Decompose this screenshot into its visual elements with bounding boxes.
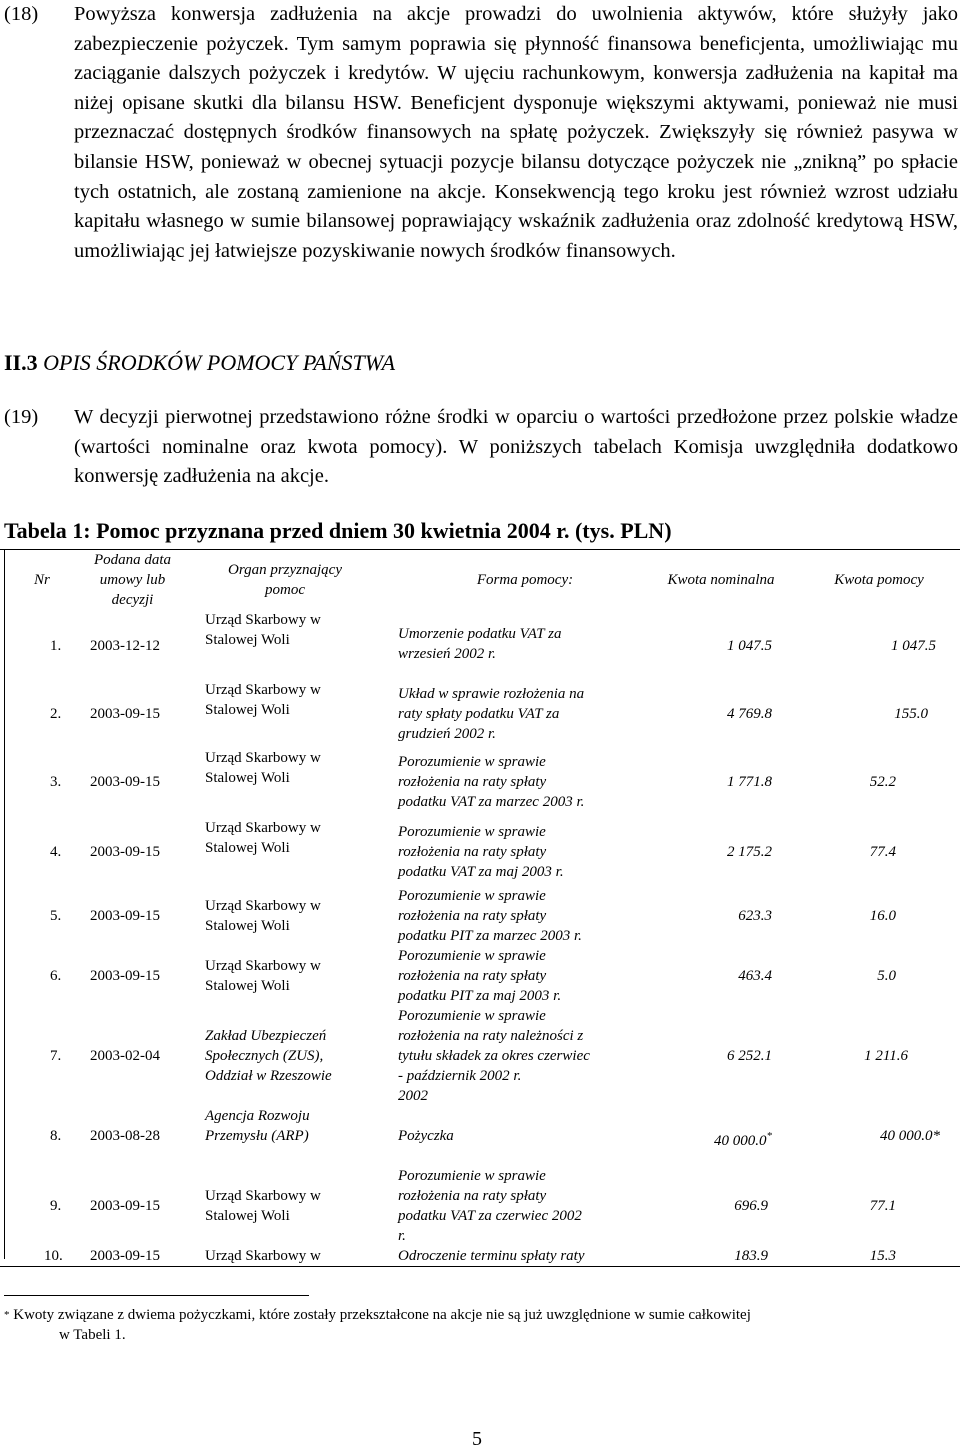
header-organ-2: pomoc — [265, 582, 305, 598]
row-organ-2: Stalowej Woli — [205, 978, 290, 994]
row-aid: 1 211.6 — [864, 1048, 908, 1064]
row-form-4: - październik 2002 r. — [398, 1068, 522, 1084]
header-nominal: Kwota nominalna — [667, 572, 775, 588]
row-organ-1: Urząd Skarbowy w — [205, 1248, 321, 1264]
row-date: 2003-09-15 — [90, 908, 160, 924]
row-aid: 77.1 — [869, 1198, 896, 1214]
row-nominal: 623.3 — [738, 908, 772, 924]
row-nr: 1. — [50, 638, 62, 654]
row-form-2: wrzesień 2002 r. — [398, 646, 496, 662]
row-form-1: Porozumienie w sprawie — [398, 948, 546, 964]
table-left-border — [4, 549, 5, 1259]
row-organ-1: Zakład Ubezpieczeń — [205, 1028, 327, 1044]
footnote-marker: * — [4, 1309, 10, 1321]
page-number: 5 — [472, 1428, 482, 1450]
section-number: II.3 — [4, 350, 38, 375]
row-date: 2003-02-04 — [90, 1048, 160, 1064]
row-organ-2: Stalowej Woli — [205, 702, 290, 718]
row-organ-1: Urząd Skarbowy w — [205, 682, 321, 698]
header-date-2: umowy lub — [99, 572, 166, 588]
header-date-3: decyzji — [111, 592, 154, 608]
row-nr: 5. — [50, 908, 62, 924]
row-form-5: 2002 — [398, 1088, 428, 1104]
row-organ-2: Stalowej Woli — [205, 918, 290, 934]
footnote-text-1: Kwoty związane z dwiema pożyczkami, które zostały przekształcone na akcje nie są już uwzględnione w sumie całkowitej — [13, 1307, 751, 1323]
row-form-3: grudzień 2002 r. — [398, 726, 496, 742]
row-form-1: Pożyczka — [398, 1128, 454, 1144]
row-aid: 155.0 — [894, 706, 928, 722]
row-organ-1: Urząd Skarbowy w — [205, 958, 321, 974]
row-form-3: podatku PIT za marzec 2003 r. — [398, 928, 582, 944]
row-nominal: 696.9 — [734, 1198, 768, 1214]
row-organ-1: Urząd Skarbowy w — [205, 750, 321, 766]
row-organ-1: Urząd Skarbowy w — [205, 898, 321, 914]
row-nr: 7. — [50, 1048, 62, 1064]
row-aid: 40 000.0* — [880, 1128, 940, 1144]
row-nominal-mark: * — [766, 1130, 772, 1142]
row-aid: 5.0 — [877, 968, 896, 984]
row-form-1: Porozumienie w sprawie — [398, 888, 546, 904]
footnote-separator — [4, 1295, 309, 1296]
row-nr: 8. — [50, 1128, 62, 1144]
row-form-3: tytułu składek za okres czerwiec — [398, 1048, 590, 1064]
row-organ-2: Stalowej Woli — [205, 1208, 290, 1224]
row-form-1: Porozumienie w sprawie — [398, 1008, 546, 1024]
row-nr: 3. — [50, 774, 62, 790]
row-form-2: rozłożenia na raty spłaty — [398, 844, 547, 860]
row-nominal — [714, 1126, 772, 1151]
section-title: OPIS ŚRODKÓW POMOCY PAŃSTWA — [43, 350, 396, 375]
row-form-3: podatku PIT za maj 2003 r. — [398, 988, 562, 1004]
row-aid: 1 047.5 — [891, 638, 936, 654]
row-form-2: rozłożenia na raty należności z — [398, 1028, 584, 1044]
row-form-4: r. — [398, 1228, 406, 1244]
header-aid: Kwota pomocy — [834, 572, 924, 588]
row-date: 2003-09-15 — [90, 706, 160, 722]
table-bottom-border — [0, 1266, 960, 1267]
header-organ-1: Organ przyznający — [227, 562, 343, 578]
row-nr: 6. — [50, 968, 62, 984]
footnote — [4, 1305, 956, 1345]
row-form-1: Odroczenie terminu spłaty raty — [398, 1248, 585, 1264]
row-nominal: 4 769.8 — [727, 706, 772, 722]
row-form-1: Porozumienie w sprawie — [398, 824, 546, 840]
table-title: Tabela 1: Pomoc przyznana przed dniem 30 kwietnia 2004 r. (tys. PLN) — [4, 518, 672, 543]
row-organ-2: Przemysłu (ARP) — [205, 1128, 309, 1144]
row-form-3: podatku VAT za maj 2003 r. — [398, 864, 564, 880]
row-nominal: 1 771.8 — [727, 774, 772, 790]
row-form-1: Umorzenie podatku VAT za — [398, 626, 562, 642]
header-date-1: Podana data — [93, 552, 172, 568]
row-nr: 9. — [50, 1198, 62, 1214]
row-date: 2003-12-12 — [90, 638, 160, 654]
row-organ-1: Urząd Skarbowy w — [205, 820, 321, 836]
row-form-2: raty spłaty podatku VAT za — [398, 706, 560, 722]
row-form-2: rozłożenia na raty spłaty — [398, 1188, 547, 1204]
row-aid: 15.3 — [869, 1248, 896, 1264]
row-organ-2: Stalowej Woli — [205, 770, 290, 786]
row-organ-2: Stalowej Woli — [205, 840, 290, 856]
row-organ-2: Społecznych (ZUS), — [205, 1048, 324, 1064]
row-nr: 2. — [50, 706, 62, 722]
row-organ-2: Stalowej Woli — [205, 632, 290, 648]
row-aid: 52.2 — [869, 774, 896, 790]
row-form-1: Układ w sprawie rozłożenia na — [398, 686, 585, 702]
row-date: 2003-09-15 — [90, 844, 160, 860]
row-nominal: 183.9 — [734, 1248, 768, 1264]
row-date: 2003-09-15 — [90, 774, 160, 790]
row-organ-1: Urząd Skarbowy w — [205, 1188, 321, 1204]
row-nominal: 1 047.5 — [727, 638, 772, 654]
row-form-1: Porozumienie w sprawie — [398, 754, 546, 770]
row-organ-1: Agencja Rozwoju — [205, 1108, 310, 1124]
row-nominal-value: 40 000.0 — [714, 1133, 767, 1149]
row-nr: 10. — [44, 1248, 63, 1264]
row-form-1: Porozumienie w sprawie — [398, 1168, 546, 1184]
row-aid: 16.0 — [869, 908, 896, 924]
row-form-3: podatku VAT za czerwiec 2002 — [398, 1208, 582, 1224]
paragraph-18 — [0, 0, 958, 266]
section-heading — [4, 350, 395, 376]
footnote-line-1 — [4, 1305, 956, 1325]
row-nominal: 6 252.1 — [727, 1048, 772, 1064]
row-date: 2003-09-15 — [90, 968, 160, 984]
row-organ-1: Urząd Skarbowy w — [205, 612, 321, 628]
row-date: 2003-08-28 — [90, 1128, 160, 1144]
row-nominal: 2 175.2 — [727, 844, 772, 860]
row-form-3: podatku VAT za marzec 2003 r. — [398, 794, 585, 810]
row-form-2: rozłożenia na raty spłaty — [398, 968, 547, 984]
row-date: 2003-09-15 — [90, 1248, 160, 1264]
row-nr: 4. — [50, 844, 62, 860]
paragraph-number: (19) — [4, 406, 39, 428]
row-nominal: 463.4 — [738, 968, 772, 984]
paragraph-text: W decyzji pierwotnej przedstawiono różne środki w oparciu o wartości przedłożone przez polskie władze (wartości nominalne oraz kwota pomocy). W poniższych tabelach Komisja uwzględniła dodatkowo konwersję zadłużenia na akcje. — [74, 406, 958, 488]
row-date: 2003-09-15 — [90, 1198, 160, 1214]
paragraph-number: (18) — [4, 3, 39, 25]
row-form-2: rozłożenia na raty spłaty — [398, 908, 547, 924]
paragraph-19 — [0, 403, 958, 492]
header-nr: Nr — [34, 572, 50, 588]
header-form: Forma pomocy: — [476, 572, 574, 588]
paragraph-text: Powyższa konwersja zadłużenia na akcje prowadzi do uwolnienia aktywów, które służyły jako zabezpieczenie pożyczek. Tym samym poprawia się płynność finansowa beneficjenta, umożliwiając mu zaciąganie dalszych pożyczek i kredytów. W ujęciu rachunkowym, konwersja zadłużenia na kapitał ma niżej opisane skutki dla bilansu HSW. Beneficjent dysponuje większymi aktywami, ponieważ nie musi przeznaczać dostępnych środków finansowych na spłatę pożyczek. Zwiększyły się również pasywa w bilansie HSW, ponieważ w obecnej sytuacji pozycje bilansu dotyczące pożyczek nie „znikną” po spłacie tych ostatnich, ale zostaną zamienione na akcje. Konsekwencją tego kroku jest również wzrost udziału kapitału własnego w sumie bilansowej poprawiający wskaźnik zadłużenia oraz zdolność kredytową HSW, umożliwiając jej łatwiejsze pozyskiwanie nowych środków finansowych. — [74, 3, 958, 262]
row-organ-3: Oddział w Rzeszowie — [205, 1068, 332, 1084]
row-aid: 77.4 — [869, 844, 896, 860]
row-form-2: rozłożenia na raty spłaty — [398, 774, 547, 790]
footnote-line-2: w Tabeli 1. — [59, 1327, 126, 1343]
